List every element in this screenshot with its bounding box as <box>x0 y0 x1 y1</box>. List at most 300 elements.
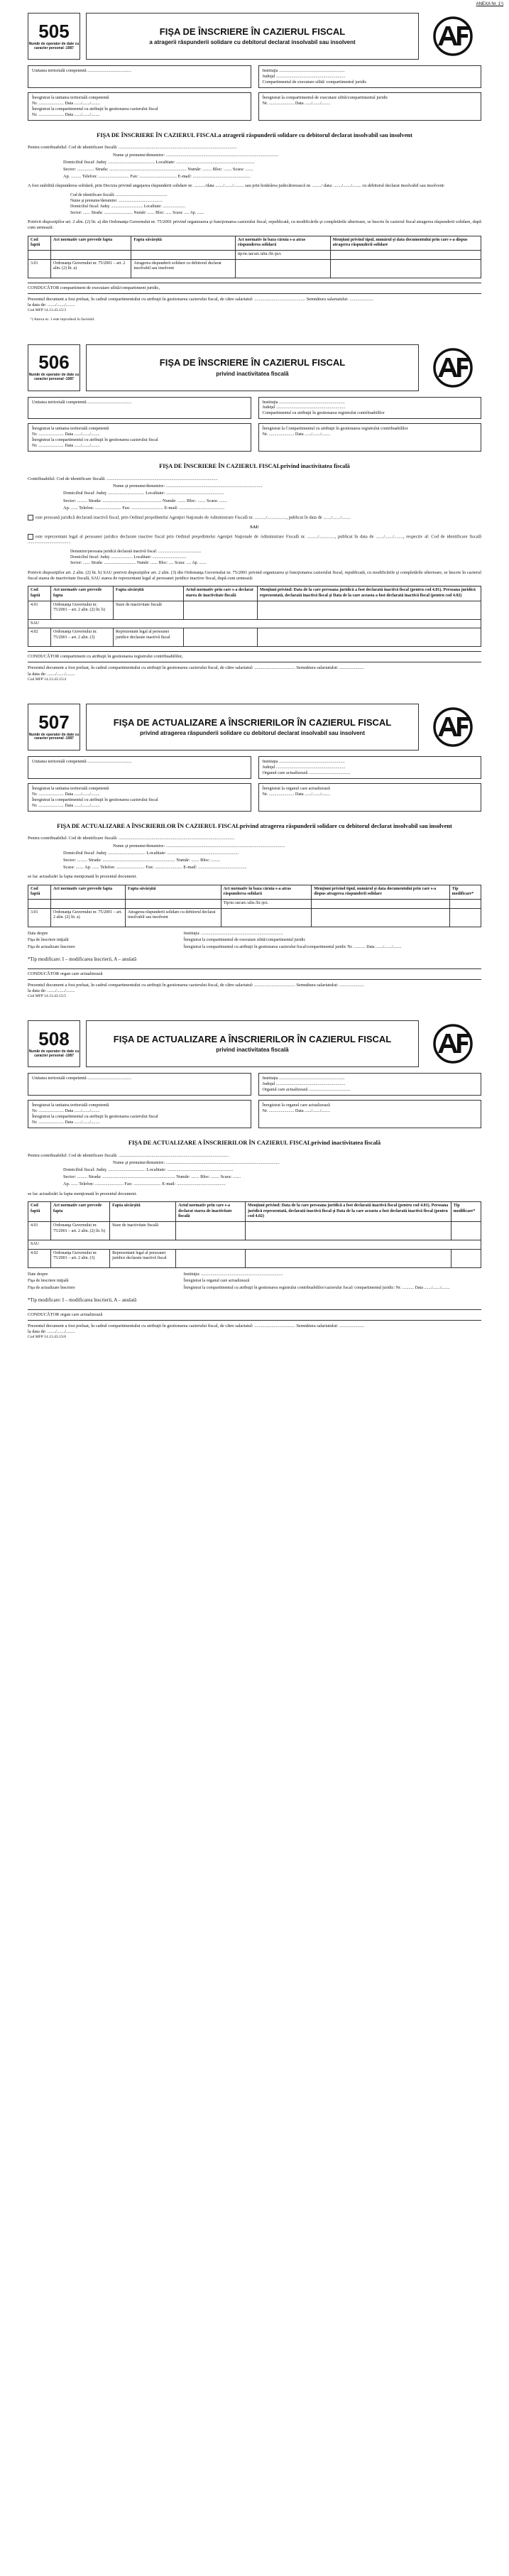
footer-line: la data de: ......./......./........ <box>28 988 75 993</box>
footer-line: Prezentul document a fost preluat, în cadrul compartimentului cu atribuţii în gestionarea cazierului fiscal, de către salariatul: .................................... Semnătura salariatului: ...................... <box>28 982 365 988</box>
form-title-box <box>86 1020 419 1067</box>
table-cell: 4.02 <box>28 628 51 647</box>
form-code-box <box>28 344 80 391</box>
table-row <box>28 601 481 619</box>
table-cell: SAU <box>28 1240 481 1249</box>
table-header-row <box>28 586 481 601</box>
taxpayer-field: Nume şi prenume/denumire: ................................................................................................... <box>113 152 278 158</box>
text-line: Înregistrat la Compartimentul cu atribuţii în gestionarea registrului contribuabililor <box>262 426 408 432</box>
paragraph-text: se fac actualizări la fapta menţionată în prezentul document. <box>28 874 137 880</box>
form <box>25 1020 484 1340</box>
table-header-cell: Cod faptă <box>28 236 51 250</box>
taxpayer-fields <box>28 476 481 511</box>
form-paragraph <box>28 534 481 546</box>
option-checkbox[interactable] <box>28 534 33 540</box>
table-header-cell: Act normativ în baza căruia s-a atras răspunderea solidară <box>221 885 312 899</box>
section-title <box>28 1140 481 1147</box>
registration-boxes <box>28 397 481 452</box>
table-header-cell: Menţiuni privind tipul, numărul şi data documentului prin care s-a dispus atragerea răspunderii solidare <box>330 236 481 250</box>
text-line: privind inactivitatea fiscală <box>280 463 350 470</box>
form-paragraph <box>70 550 481 555</box>
form-title: FIŞA DE ÎNSCRIERE ÎN CAZIERUL FISCAL <box>159 357 346 369</box>
table-cell: 4.01 <box>28 601 51 619</box>
box-competent-unit <box>28 397 251 420</box>
table-header-cell: Tip modificare* <box>449 885 481 899</box>
table-cell: Atragerea răspunderii solidare cu debitorul declarat insolvabil sau insolvent <box>131 259 235 278</box>
text-line: Judeţul ............................................................... <box>262 73 346 79</box>
form-code-mfp: Cod MFP 14.13.43.15/5 <box>28 994 67 999</box>
table-row <box>28 628 481 647</box>
table-header-cell: Menţiuni privind tipul, numărul şi data documentului prin care s-a dispus atragerea răspunderii solidare <box>312 885 449 899</box>
taxpayer-field: Sector: ......... Strada: ................................................................ Număr: ....... Bloc: ........ <box>63 857 221 863</box>
modification-note: *Tip modificare: I – modificarea înscrierii, A – anulată <box>28 1297 137 1303</box>
table-cell <box>176 1221 246 1240</box>
text-line: FIŞA DE ÎNSCRIERE ÎN CAZIERUL FISCAL <box>97 131 219 138</box>
taxpayer-field: Nume şi prenume/denumire: .................................................................................................... <box>113 1159 280 1165</box>
form-paragraph <box>70 193 481 198</box>
form-footer <box>28 983 481 1000</box>
form-footer <box>28 665 481 682</box>
form-title-box <box>86 13 419 60</box>
registration-boxes <box>28 65 481 121</box>
table-header-cell: Actul normativ prin care s-a declarat starea de inactivitate fiscală <box>183 586 257 601</box>
text-line: Unitatea teritorială competentă ........................................ <box>32 399 132 405</box>
update-detail-text: Înregistrat la compartimentul de executare silită/compartimentul juridic <box>183 938 306 943</box>
table-cell: Stare de inactivitate fiscală <box>110 1221 176 1240</box>
text-line: Compartimentul cu atribuţii în gestionarea registrului contribuabililor <box>262 410 385 416</box>
form-subtitle: privind inactivitatea fiscală <box>216 1047 289 1054</box>
paragraph-text: este reprezentant legal al persoanei juridice declarate inactive fiscal prin Ordinul preşedintelui Agenţiei Naţionale de Administrare Fiscală nr. ........./.............., publicat în data de ......./......./........, respectiv al: Cod de identificare fiscală ...................................... <box>28 534 481 545</box>
box-competent-unit <box>28 1073 251 1096</box>
head-label: CONDUCĂTOR compartiment cu atribuţii în gestionarea registrului contribuabililor, <box>28 654 183 660</box>
form-subtitle: privind inactivitatea fiscală <box>216 370 289 377</box>
table-cell: Ordonanţa Guvernului nr. 75/2001 – art. 2 alin. (2) lit. b) <box>51 601 114 619</box>
box-registered-unit <box>28 423 251 452</box>
form-paragraph <box>70 555 481 560</box>
text-line: Judeţul ............................................................... <box>262 764 346 770</box>
text-line: Înregistrat la unitatea teritorială competentă <box>32 426 109 432</box>
table-cell <box>330 259 481 278</box>
table-header-cell: Cod faptă <box>28 586 51 601</box>
text-line: Nr. ....................... Data ....../......./........ <box>32 100 100 106</box>
table-cell: Ordonanţa Guvernului nr. 75/2001 – art. 2 alin. (2) lit. a) <box>51 908 126 927</box>
form-footer <box>28 297 481 314</box>
table-cell: 4.02 <box>28 1249 51 1267</box>
anaf-logo-icon <box>425 1020 481 1067</box>
table-row <box>28 1240 481 1249</box>
box-registered-compartment <box>258 423 482 452</box>
head-label: CONDUCĂTOR organ care actualizează <box>28 1311 103 1317</box>
taxpayer-field: Domiciliul fiscal: Judeţ: ................................. Localitate: ............................................................... <box>63 850 239 856</box>
table-cell: Reprezentant legal al persoanei juridice declarate inactivă fiscal <box>114 628 184 647</box>
table-cell <box>451 1249 481 1267</box>
table-header-cell: Act normativ care prevede fapta <box>51 1201 110 1221</box>
form-title-box <box>86 344 419 391</box>
form-subtitle: a atragerii răspunderii solidare cu debitorul declarat insolvabil sau insolvent <box>149 39 356 46</box>
footer-line: la data de: ......./......./........ <box>28 302 75 307</box>
footer-line: la data de: ......./......./........ <box>28 1328 75 1334</box>
section-title <box>28 823 481 831</box>
table-cell <box>126 899 221 908</box>
text-line: Judeţul ............................................................... <box>262 405 346 410</box>
table-cell: 3.01 <box>28 259 51 278</box>
box-institution <box>258 1073 482 1096</box>
form-title: FIŞA DE ÎNSCRIERE ÎN CAZIERUL FISCAL <box>159 26 346 37</box>
taxpayer-field: Pentru contribuabilul: Cod de identificare fiscală: ................................................................................................. <box>28 1152 229 1158</box>
table-cell: 3.01 <box>28 908 51 927</box>
taxpayer-field: Ap. ...... Telefon: ......................... Fax: ........................ E-mail: ........................................... <box>63 1181 226 1187</box>
signature-line <box>28 293 481 294</box>
form-header <box>28 704 481 751</box>
taxpayer-field: Domiciliul fiscal: Judeţ: ......................................... Localitate: ..................................................................... <box>63 159 255 165</box>
paragraph-text: Sector: ....... Strada: ............................ Număr: ....... Bloc: ...... Scara: ..... Ap. ....... <box>70 210 204 215</box>
head-signature <box>28 1309 481 1321</box>
text-line: Nr. ....................... Data ....../......./........ <box>32 1108 100 1113</box>
text-line: FIŞA DE ÎNSCRIERE ÎN CAZIERUL FISCAL <box>159 463 281 470</box>
text-line: FIŞA DE ACTUALIZARE A ÎNSCRIERILOR ÎN CAZIERUL FISCAL <box>57 822 240 829</box>
taxpayer-field: Ap. ...... Telefon: ....................... Fax: ............................ E-mail: ........................................ <box>63 505 225 511</box>
page-note: ANEXA Nr. 1¹) <box>476 2 503 6</box>
taxpayer-field: Pentru contribuabilul: Cod de identificare fiscală: ...................................................................................................... <box>28 836 235 841</box>
text-line: Înregistrat la compartimentul cu atribuţii în gestionarea cazierului fiscal <box>32 106 158 111</box>
update-detail-text: Date despre <box>28 1272 48 1277</box>
table-row <box>28 619 481 628</box>
text-line: Înregistrat la unitatea teritorială competentă <box>32 94 109 100</box>
taxpayer-field: Ap. ......... Telefon: ........................... Fax: ................................. E-mail: ................................................... <box>63 174 251 180</box>
text-line: Înregistrat la compartimentul cu atribuţii în gestionarea cazierului fiscal <box>32 797 158 802</box>
box-institution <box>258 756 482 779</box>
text-line: Nr. ....................... Data ....../......./........ <box>32 1119 100 1125</box>
form-paragraph <box>28 525 481 530</box>
update-details <box>28 1272 481 1292</box>
registration-boxes <box>28 756 481 812</box>
text-line: Nr. ....................... Data ....../......./........ <box>262 432 331 437</box>
table-cell: tip/nr./an/art./alin./lit./pct. <box>235 250 330 259</box>
paragraph-text: Domiciliul fiscal: Judeţ: ..................... Localitate: ................................. <box>70 555 187 560</box>
update-details <box>28 932 481 951</box>
update-detail-text: Data despre <box>28 931 48 936</box>
table-header-row <box>28 1201 481 1221</box>
table-cell: Ordonanţa Guvernului nr. 75/2001 – art. 2 alin. (3) <box>51 628 114 647</box>
taxpayer-field: Domiciliul fiscal: Judeţ: ................................. Localitate: .......................................................... <box>63 1167 234 1173</box>
text-line: Instituţia ............................................................ <box>262 1076 345 1081</box>
text-line: privind atragerea răspunderii solidare cu debitorul declarat insolvabil sau insolvent <box>239 822 452 829</box>
taxpayer-field: Scara: ....... Ap. ...... Telefon: ......................... Fax: ........................ E-mail: ........................................... <box>63 865 247 871</box>
head-signature <box>28 283 481 294</box>
taxpayer-field: Sector: ......... Strada: .................................................... Număr: ....... Bloc: ....... Scara: ....... <box>63 498 227 503</box>
form-code-mfp: Cod MFP 14.13.43.15/6 <box>28 1335 67 1340</box>
table-row <box>28 1221 481 1240</box>
text-line: Nr. ....................... Data ....../......./........ <box>262 1108 331 1113</box>
table-cell <box>330 250 481 259</box>
table-cell: 4.01 <box>28 1221 51 1240</box>
table-header-row <box>28 236 481 250</box>
registration-boxes <box>28 1073 481 1128</box>
box-institution <box>258 65 482 88</box>
form-code-subtitle: Număr de operator de date cu caracter personal -1087 <box>28 41 80 50</box>
form-paragraph <box>28 219 481 231</box>
text-line: privind inactivitatea fiscală <box>311 1139 381 1146</box>
text-line: Înregistrat la compartimentul de executare silită/compartimentul juridic <box>262 94 388 100</box>
section-title <box>28 463 481 471</box>
table-cell: Tip/nr./an/art./alin./lit./pct. <box>221 899 312 908</box>
update-detail-text: Instituţia: ............................................................................. <box>183 931 283 936</box>
update-detail-text: Fişa de înscriere iniţială <box>28 938 69 943</box>
box-competent-unit <box>28 756 251 779</box>
form-code-subtitle: Număr de operator de date cu caracter personal -1087 <box>28 732 80 741</box>
table-cell <box>28 899 51 908</box>
signature-line <box>28 979 481 980</box>
table-header-cell: Act normativ care prevede fapta <box>51 236 131 250</box>
table-cell: Ordonanţa Guvernului nr. 75/2001 – art. 2 alin. (2) lit. b) <box>51 1221 110 1240</box>
table-cell <box>246 1249 451 1267</box>
table-header-cell: Fapta săvârşită <box>131 236 235 250</box>
table-cell <box>131 250 235 259</box>
facts-table <box>28 885 481 927</box>
taxpayer-field: Nume şi prenume/denumire: ..................................................................................... <box>113 484 263 489</box>
footer-line: Prezentul document a fost preluat, în cadrul compartimentului cu atribuţii în gestionarea cazierului fiscal, de către salariatul: .................................... Semnătura salariatului: ...................... <box>28 1323 365 1328</box>
box-registered-compartment <box>258 1100 482 1128</box>
text-line: FIŞA DE ACTUALIZARE A ÎNSCRIERILOR ÎN CAZIERUL FISCAL <box>128 1139 312 1146</box>
table-subheader-row <box>28 899 481 908</box>
table-subheader-row <box>28 250 481 259</box>
table-header-cell: Fapta săvârşită <box>126 885 221 899</box>
table-cell <box>235 259 330 278</box>
box-registered-unit <box>28 783 251 812</box>
paragraph-text: se fac actualizări la fapta menţionată în prezentul document. <box>28 1191 137 1196</box>
text-line: Compartimentul de executare silită/ compartimentul juridic <box>262 79 367 84</box>
form-footer <box>28 1324 481 1341</box>
table-cell <box>449 899 481 908</box>
form <box>25 13 484 323</box>
table-cell: SAU <box>28 619 481 628</box>
form-code-mfp: Cod MFP 14.13.43.15/4 <box>28 677 67 682</box>
taxpayer-field: Contribuabilul: Cod de identificare fiscală: .................................................................................................. <box>28 476 218 481</box>
form-paragraph <box>70 204 481 209</box>
taxpayer-fields <box>28 836 481 871</box>
taxpayer-field: Pentru contribuabilul: Cod de identificare fiscală: ........................................................................................................ <box>28 145 237 151</box>
anaf-logo-icon <box>425 344 481 391</box>
table-cell <box>51 899 126 908</box>
paragraph-text: Nume şi prenume/denumire: ........................................... <box>70 199 163 204</box>
form-header <box>28 1020 481 1067</box>
form-code-box <box>28 13 80 60</box>
modification-note: *Tip modificare: I – modificarea înscrierii, A – anulată <box>28 956 137 962</box>
table-header-cell: Cod faptă <box>28 885 51 899</box>
form-code: 506 <box>38 351 70 373</box>
box-registered-unit <box>28 92 251 121</box>
taxpayer-fields <box>28 145 481 180</box>
table-cell <box>221 908 312 927</box>
table-cell <box>28 250 51 259</box>
form-paragraph <box>70 199 481 204</box>
table-cell <box>449 908 481 927</box>
text-line: Înregistrat la unitatea teritorială competentă <box>32 1103 109 1108</box>
form-paragraph <box>28 874 481 880</box>
form <box>25 344 484 682</box>
form-paragraph <box>70 561 481 566</box>
table-header-cell: Fapta săvârşită <box>114 586 184 601</box>
paragraph-text: Potrivit dispoziţiilor art. 2 alin. (2) lit. b) SAU potrivit dispoziţiilor art. 2 alin. (3) din Ordonanţa Guvernului nr. 75/2001 privind organizarea şi funcţionarea cazierului fiscal, republicată, cu modificările şi completările ulterioare, se înscrie în cazierul fiscal starea de inactivitate fiscală, SAU starea de reprezentant legal al persoanei juridice inactive fiscal, după cum urmează: <box>28 569 481 582</box>
form-title-box <box>86 704 419 751</box>
form-header <box>28 344 481 391</box>
table-cell: Ordonanţa Guvernului nr. 75/2001 – art. 2 alin. (2) lit. a) <box>51 259 131 278</box>
table-header-cell: Fapta săvârşită <box>110 1201 176 1221</box>
table-cell <box>246 1221 451 1240</box>
form-code-mfp: Cod MFP 14.13.43.15/3 <box>28 308 67 313</box>
taxpayer-field: Nume şi prenume/denumire: ......................................................................................................... <box>113 843 285 848</box>
paragraph-text: Potrivit dispoziţiilor art. 2 alin. (2) lit. a) din Ordonanţa Guvernului nr. 75/2001 privind organizarea şi funcţionarea cazierului fiscal, republicată, cu modificările şi completările ulterioare, se înscrie în cazierul fiscal atragerea răspunderii solidare, după cum urmează: <box>28 219 481 231</box>
text-line: Instituţia ............................................................ <box>262 758 345 764</box>
table-cell <box>176 1249 246 1267</box>
facts-table <box>28 236 481 278</box>
table-header-cell: Tip modificare* <box>451 1201 481 1221</box>
text-line: Nr. ....................... Data ....../......./........ <box>262 100 331 106</box>
form-code-subtitle: Număr de operator de date cu caracter personal -1087 <box>28 373 80 381</box>
taxpayer-field: Sector: ......... Strada: ................................................................ Număr: ....... Bloc: ....... Scara: ....... <box>63 1174 241 1180</box>
form-paragraphs <box>28 515 481 582</box>
form-code-box <box>28 1020 80 1067</box>
table-header-cell: Act normativ care prevede fapta <box>51 586 114 601</box>
text-line: Nr. ....................... Data ....../......./........ <box>262 791 331 797</box>
footer-line: Prezentul document a fost preluat, în cadrul compartimentului cu atribuţii în gestionarea cazierului fiscal, de către salariatul: .................................... Semnătura salariatului: ...................... <box>28 665 365 671</box>
extra-rows <box>28 1272 481 1292</box>
extra-rows <box>28 932 481 951</box>
form-title: FIŞA DE ACTUALIZARE A ÎNSCRIERILOR ÎN CAZIERUL FISCAL <box>113 716 392 728</box>
box-institution <box>258 397 482 420</box>
table-row <box>28 259 481 278</box>
form-code: 507 <box>38 711 70 733</box>
update-detail-text: Fişa de actualizare înscriere <box>28 944 75 949</box>
text-line: Nr. ....................... Data ....../......./........ <box>32 432 100 437</box>
text-line: Nr. ....................... Data ....../......./........ <box>32 443 100 449</box>
table-cell: Reprezentant legal al persoanei juridice declarate inactivă fiscal <box>110 1249 176 1267</box>
table-header-cell: Menţiuni privind: Data de la care persoana juridică a fost declarată inactivă fiscal (pentru cod 4.01). Persoana juridică reprezentată, declarată inactivă fiscal şi Data de la care aceasta a fost declarată inactivă fiscal (pentru cod 4.02) <box>257 586 481 601</box>
text-line: Instituţia ............................................................ <box>262 399 345 405</box>
table-row <box>28 1249 481 1267</box>
facts-table <box>28 1201 481 1268</box>
text-line: Nr. ....................... Data ....../......./........ <box>32 791 100 797</box>
table-cell: Stare de inactivitate fiscală <box>114 601 184 619</box>
update-detail-text: Fişa de înscriere iniţială <box>28 1279 69 1284</box>
box-registered-unit <box>28 1100 251 1128</box>
text-line: Judeţul ............................................................... <box>262 1081 346 1087</box>
head-label: CONDUCĂTOR compartiment de executare silită/compartiment juridic, <box>28 285 160 290</box>
taxpayer-field: Sector: ............... Strada: .................................................................... Număr: ........ Bloc: ....... Scara: ....... <box>63 167 253 173</box>
table-cell <box>312 908 449 927</box>
signature-line <box>28 1320 481 1321</box>
update-detail-text: Înregistrat la compartimentul cu atribuţii în gestionarea registrului contribuabililor/cazierului fiscal/ compartimentul juridic: Nr. ........... Data ......./......./........ <box>183 1285 450 1290</box>
form-header <box>28 13 481 60</box>
text-line: a atragerii răspunderii solidare cu debitorul declarat insolvabil sau insolvent <box>218 131 412 138</box>
text-line: Organul care actualizează ...................................... <box>262 770 351 775</box>
head-label: CONDUCĂTOR organ care actualizează <box>28 971 103 976</box>
form-code: 505 <box>38 20 70 42</box>
table-header-cell: Actul normativ prin care s-a declarat starea de inactivitate fiscală <box>176 1201 246 1221</box>
footnote: ¹) Anexa nr. 1 este reprodusă în facsimil. <box>31 317 95 322</box>
text-line: Unitatea teritorială competentă ........................................ <box>32 758 132 764</box>
paragraph-text: Sector: ....... Strada: ............................... Număr: ....... Bloc: ..... Scara: ..... Ap. ....... <box>70 561 207 566</box>
form-code: 508 <box>38 1028 70 1049</box>
table-cell <box>451 1221 481 1240</box>
paragraph-text: Denumire/persoana juridică declarată inactivă fiscal: .......................................... <box>70 549 202 554</box>
table-cell <box>183 601 257 619</box>
anaf-logo-icon <box>425 13 481 60</box>
form-title: FIŞA DE ACTUALIZARE A ÎNSCRIERILOR ÎN CAZIERUL FISCAL <box>113 1033 392 1044</box>
text-line: Unitatea teritorială competentă ........................................ <box>32 1076 132 1081</box>
form-paragraph <box>28 515 481 521</box>
head-signature <box>28 651 481 662</box>
box-registered-compartment <box>258 92 482 121</box>
text-line: Nr. ....................... Data ....../......./........ <box>32 111 100 117</box>
text-line: Unitatea teritorială competentă ........................................ <box>32 68 132 73</box>
text-line: Înregistrat la unitatea teritorială competentă <box>32 785 109 791</box>
paragraph-text: SAU <box>250 524 259 530</box>
footer-line: la data de: ......./......./........ <box>28 671 75 677</box>
section-title <box>28 132 481 140</box>
update-detail-text: Înregistrat la organul care actualizează <box>183 1279 250 1284</box>
head-signature <box>28 968 481 980</box>
update-detail-text: Instituţia: ............................................................................. <box>183 1272 283 1277</box>
paragraph-text: A fost stabilită răspunderea solidară, prin Decizia privind angajarea răspunderii solidare nr. ........../data ......./......./......... sau prin hotărârea judecătorească nr. ......../ data: ......./......./........ cu debitorul declarat insolvabil sau insolvent: <box>28 183 445 189</box>
signature-line <box>28 1309 481 1310</box>
taxpayer-fields <box>28 1153 481 1188</box>
text-line: Organul care actualizează ...................................... <box>262 1087 351 1093</box>
box-registered-compartment <box>258 783 482 812</box>
form-paragraph <box>28 570 481 582</box>
table-cell: Ordonanţa Guvernului nr. 75/2001 – art. 2 alin. (3) <box>51 1249 110 1267</box>
update-detail-text: Fişa de actualizare înscriere <box>28 1285 75 1290</box>
option-checkbox[interactable] <box>28 515 33 520</box>
table-cell <box>51 250 131 259</box>
form-subtitle: privind atragerea răspunderii solidare cu debitorul declarat insolvabil sau insolvent <box>140 730 365 737</box>
table-cell <box>183 628 257 647</box>
table-header-row <box>28 885 481 899</box>
taxpayer-field: Domiciliul fiscal: Judeţ: ................................ Localitate: ................................................... <box>63 491 224 496</box>
forms-root <box>0 13 509 1340</box>
signature-line <box>28 651 481 652</box>
table-header-cell: Menţiuni privind: Data de la care persoana juridică a fost declarată inactivă fiscal (pentru cod 4.01). Persoana juridică reprezentată, declarată inactivă fiscal şi Data de la care aceasta a fost declarată inactivă fiscal (pentru cod 4.02) <box>246 1201 451 1221</box>
footer-line: Prezentul document a fost preluat, în cadrul compartimentului cu atribuţii în gestionarea cazierului fiscal, de către salariatul: ............................................. Semnătura salariatului: ..................... <box>28 296 373 302</box>
table-cell <box>257 601 481 619</box>
table-header-cell: Act normativ care prevede fapta <box>51 885 126 899</box>
update-detail-text: Înregistrat la compartimentul cu atribuţii în gestionarea cazierului fiscal/compartimentul juridic Nr. ........... Data ......./......./........ <box>183 944 402 949</box>
form-code-box <box>28 704 80 751</box>
signature-line <box>28 968 481 969</box>
text-line: Înregistrat la organul care actualizează <box>262 785 330 791</box>
form-paragraph <box>70 211 481 216</box>
form-code-subtitle: Număr de operator de date cu caracter personal -1087 <box>28 1049 80 1058</box>
table-cell <box>257 628 481 647</box>
text-line: Nr. ....................... Data ....../......./........ <box>32 802 100 808</box>
paragraph-text: este persoană juridică declarată inactivă fiscal, prin Ordinul preşedintelui Agenţiei Naţionale de Administrare Fiscală nr. ........../................., publicat în data de ......./......./........ <box>35 515 351 520</box>
table-row <box>28 908 481 927</box>
form-paragraphs <box>28 874 481 880</box>
form <box>25 704 484 999</box>
form-paragraphs <box>28 1191 481 1197</box>
text-line: Înregistrat la compartimentul cu atribuţii în gestionarea cazierului fiscal <box>32 437 158 443</box>
anaf-logo-icon <box>425 704 481 751</box>
text-line: Instituţia ............................................................ <box>262 68 345 73</box>
table-cell <box>312 899 449 908</box>
table-cell: Atragerea răspunderii solidare cu debitorul declarat insolvabil sau insolvent <box>126 908 221 927</box>
text-line: Înregistrat la compartimentul cu atribuţii în gestionarea cazierului fiscal <box>32 1113 158 1119</box>
paragraph-text: Domiciliul fiscal: Judeţ: ............................... Localitate: ...................... <box>70 204 185 209</box>
table-header-cell: Cod faptă <box>28 1201 51 1221</box>
text-line: Înregistrat la organul care actualizează <box>262 1103 330 1108</box>
form-paragraph <box>28 183 481 189</box>
facts-table <box>28 586 481 647</box>
